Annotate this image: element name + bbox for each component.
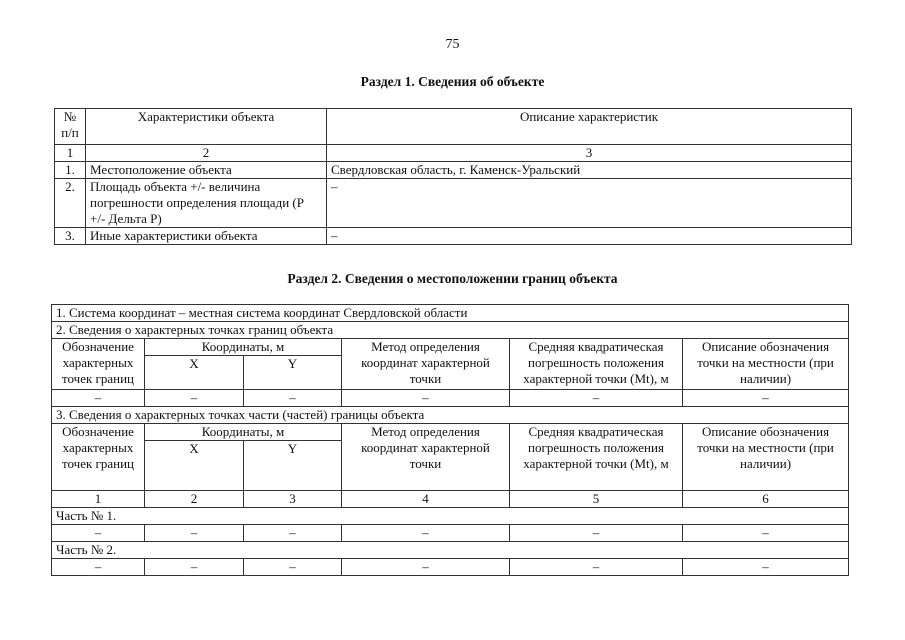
dash-cell: – bbox=[342, 390, 510, 407]
coord-system: 1. Система координат – местная система координат Свердловской области bbox=[52, 305, 849, 322]
row-num: 2. bbox=[55, 179, 86, 228]
dash-cell: – bbox=[145, 525, 244, 542]
header-accuracy: Средняя квадратическая погрешность положения характерной точки (Mt), м bbox=[510, 424, 683, 491]
row-characteristic: Местоположение объекта bbox=[86, 162, 327, 179]
dash-cell: – bbox=[683, 390, 849, 407]
row-num: 3. bbox=[55, 228, 86, 245]
header-characteristics: Характеристики объекта bbox=[86, 109, 327, 145]
row-characteristic: Площадь объекта +/- величина погрешности определения площади (Р +/- Дельта Р) bbox=[86, 179, 327, 228]
header-y: Y bbox=[244, 356, 342, 390]
part-label: Часть № 1. bbox=[52, 508, 849, 525]
header-coordinates: Координаты, м bbox=[145, 424, 342, 441]
dash-cell: – bbox=[683, 559, 849, 576]
header-designation: Обозначение характерных точек границ bbox=[52, 424, 145, 491]
dash-cell: – bbox=[52, 525, 145, 542]
dash-cell: – bbox=[683, 525, 849, 542]
dash-cell: – bbox=[342, 525, 510, 542]
dash-cell: – bbox=[52, 390, 145, 407]
section1-table bbox=[54, 108, 852, 245]
header-method: Метод определения координат характерной точки bbox=[342, 424, 510, 491]
header-accuracy: Средняя квадратическая погрешность положения характерной точки (Mt), м bbox=[510, 339, 683, 390]
header-x: X bbox=[145, 441, 244, 491]
header-description: Описание обозначения точки на местности (при наличии) bbox=[683, 424, 849, 491]
dash-cell: – bbox=[244, 390, 342, 407]
dash-cell: – bbox=[510, 525, 683, 542]
col-number: 6 bbox=[683, 491, 849, 508]
part3-title: 3. Сведения о характерных точках части (частей) границы объекта bbox=[52, 407, 849, 424]
header-y: Y bbox=[244, 441, 342, 491]
section2-title: Раздел 2. Сведения о местоположении границ объекта bbox=[287, 271, 618, 286]
header-method: Метод определения координат характерной точки bbox=[342, 339, 510, 390]
part2-title: 2. Сведения о характерных точках границ объекта bbox=[52, 322, 849, 339]
col-number: 3 bbox=[327, 145, 852, 162]
header-num: № п/п bbox=[55, 109, 86, 145]
col-number: 1 bbox=[52, 491, 145, 508]
row-description: – bbox=[327, 179, 852, 228]
row-characteristic: Иные характеристики объекта bbox=[86, 228, 327, 245]
dash-cell: – bbox=[145, 559, 244, 576]
col-number: 5 bbox=[510, 491, 683, 508]
col-number: 2 bbox=[145, 491, 244, 508]
dash-cell: – bbox=[145, 390, 244, 407]
dash-cell: – bbox=[244, 559, 342, 576]
row-description: – bbox=[327, 228, 852, 245]
section1-title: Раздел 1. Сведения об объекте bbox=[360, 74, 545, 89]
col-number: 2 bbox=[86, 145, 327, 162]
header-description: Описание обозначения точки на местности (при наличии) bbox=[683, 339, 849, 390]
col-number: 1 bbox=[55, 145, 86, 162]
row-description: Свердловская область, г. Каменск-Уральский bbox=[327, 162, 852, 179]
dash-cell: – bbox=[52, 559, 145, 576]
dash-cell: – bbox=[244, 525, 342, 542]
header-description: Описание характеристик bbox=[327, 109, 852, 145]
dash-cell: – bbox=[342, 559, 510, 576]
dash-cell: – bbox=[510, 559, 683, 576]
col-number: 3 bbox=[244, 491, 342, 508]
section2-table bbox=[51, 304, 849, 576]
header-designation: Обозначение характерных точек границ bbox=[52, 339, 145, 390]
dash-cell: – bbox=[510, 390, 683, 407]
col-number: 4 bbox=[342, 491, 510, 508]
page-number: 75 bbox=[445, 37, 460, 52]
part-label: Часть № 2. bbox=[52, 542, 849, 559]
header-coordinates: Координаты, м bbox=[145, 339, 342, 356]
header-x: X bbox=[145, 356, 244, 390]
row-num: 1. bbox=[55, 162, 86, 179]
